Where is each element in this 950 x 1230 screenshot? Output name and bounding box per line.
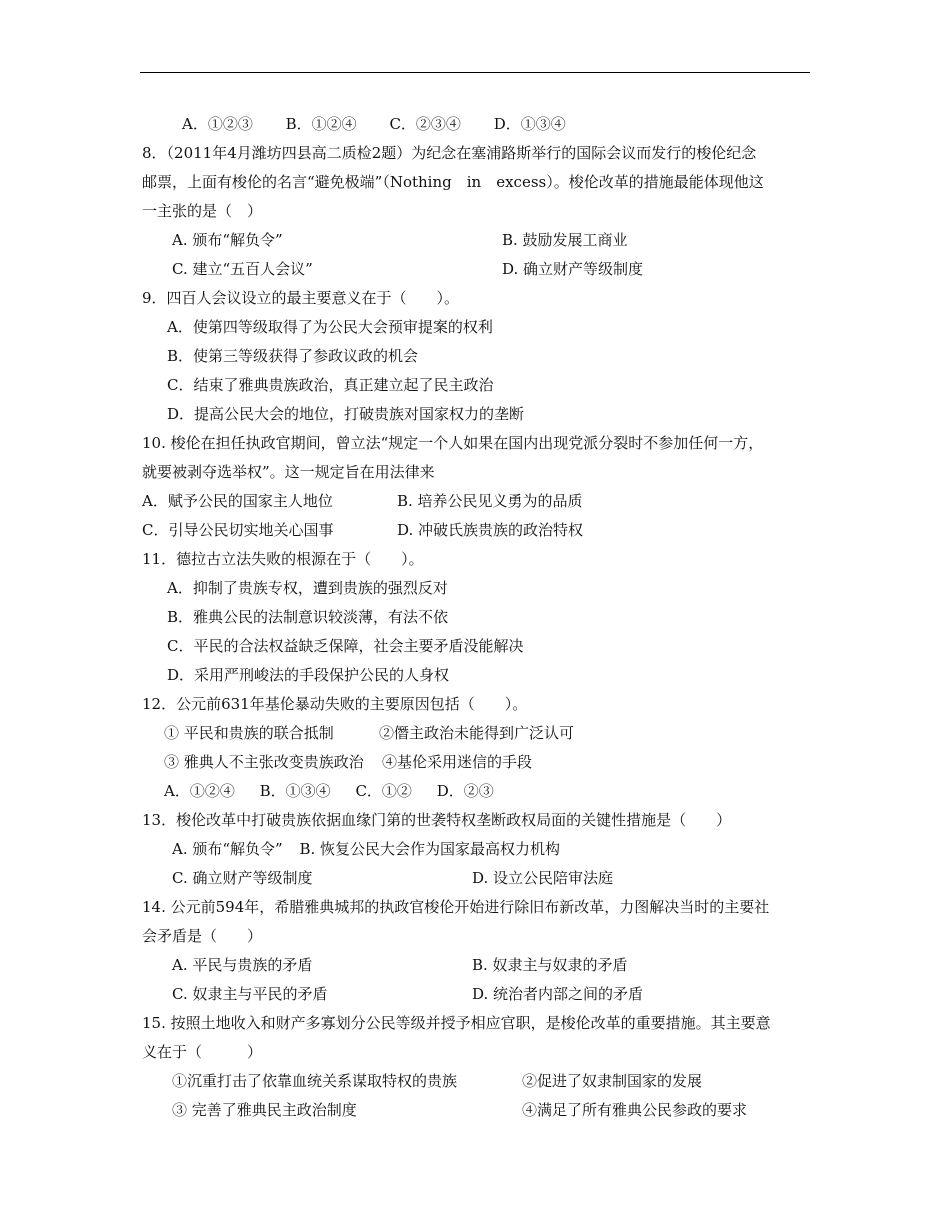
q12-options xyxy=(142,777,812,806)
q12-item-1: ① 平民和贵族的联合抵制 xyxy=(164,724,334,742)
q8-option-c[interactable]: C. 建立“五百人会议” xyxy=(172,260,313,278)
q9-option-a[interactable]: A．使第四等级取得了为公民大会预审提案的权利 xyxy=(167,318,493,336)
q14-stem-line-2: 会矛盾是（ ） xyxy=(142,927,263,945)
q12-item-3: ③ 雅典人不主张改变贵族政治 xyxy=(164,753,364,771)
q12-option-c[interactable]: C．①② xyxy=(355,782,412,800)
q9-option-b[interactable]: B．使第三等级获得了参政议政的机会 xyxy=(167,347,419,365)
q14-options-row-2 xyxy=(142,980,812,1009)
q8-options-row-2 xyxy=(142,255,812,284)
q7-option-b[interactable]: B．①②④ xyxy=(285,115,357,133)
q11-option-c[interactable]: C．平民的合法权益缺乏保障，社会主要矛盾没能解决 xyxy=(167,637,524,655)
q10-stem-line-1: 10. 梭伦在担任执政官期间，曾立法“规定一个人如果在国内出现党派分裂时不参加任何一方， xyxy=(142,434,764,452)
q9-option-c[interactable]: C．结束了雅典贵族政治，真正建立起了民主政治 xyxy=(167,376,494,394)
q8-option-a[interactable]: A. 颁布“解负令” xyxy=(172,231,283,249)
q15-item-2: ②促进了奴隶制国家的发展 xyxy=(522,1072,703,1090)
q8-options-row-1 xyxy=(142,226,812,255)
q11-option-b[interactable]: B．雅典公民的法制意识较淡薄，有法不依 xyxy=(167,608,449,626)
q12-option-b[interactable]: B．①③④ xyxy=(259,782,331,800)
q7-option-a[interactable]: A．①②③ xyxy=(182,115,253,133)
q14-option-b[interactable]: B. 奴隶主与奴隶的矛盾 xyxy=(472,956,628,974)
q10-option-b[interactable]: B. 培养公民见义勇为的品质 xyxy=(397,492,583,510)
q10-options-row-2 xyxy=(142,516,812,545)
q9-stem: 9．四百人会议设立的最主要意义在于（ ）。 xyxy=(142,289,460,307)
q15-items-row-1 xyxy=(142,1067,812,1096)
q8-stem-line-2: 邮票，上面有梭伦的名言“避免极端”（Nothing in excess）。梭伦改革的措施最能体现他这 xyxy=(142,173,764,191)
q14-options-row-1 xyxy=(142,951,812,980)
q12-option-d[interactable]: D．②③ xyxy=(436,782,494,800)
q13-options-row-1 xyxy=(142,835,812,864)
q12-item-2: ②僭主政治未能得到广泛认可 xyxy=(379,724,575,742)
q9-option-d[interactable]: D．提高公民大会的地位，打破贵族对国家权力的垄断 xyxy=(167,405,525,423)
q15-item-1: ①沉重打击了依靠血统关系谋取特权的贵族 xyxy=(172,1072,458,1090)
q7-option-c[interactable]: C．②③④ xyxy=(389,115,461,133)
q15-stem-line-1: 15. 按照土地收入和财产多寡划分公民等级并授予相应官职，是梭伦改革的重要措施。其主要意 xyxy=(142,1014,771,1032)
q11-option-d[interactable]: D．采用严刑峻法的手段保护公民的人身权 xyxy=(167,666,450,684)
q15-item-4: ④满足了所有雅典公民参政的要求 xyxy=(522,1101,748,1119)
q12-items-row-1 xyxy=(142,719,812,748)
header-rule xyxy=(140,72,810,73)
q10-option-a[interactable]: A．赋予公民的国家主人地位 xyxy=(142,492,333,510)
q13-option-d[interactable]: D. 设立公民陪审法庭 xyxy=(472,869,614,887)
q8-stem-line-3: 一主张的是（ ） xyxy=(142,202,263,220)
q10-stem-line-2: 就要被剥夺选举权”。这一规定旨在用法律来 xyxy=(142,463,435,481)
q12-option-a[interactable]: A．①②④ xyxy=(164,782,235,800)
q10-option-c[interactable]: C．引导公民切实地关心国事 xyxy=(142,521,334,539)
q14-option-a[interactable]: A. 平民与贵族的矛盾 xyxy=(172,956,313,974)
q7-options xyxy=(142,110,812,139)
q12-items-row-2 xyxy=(142,748,812,777)
q15-item-3: ③ 完善了雅典民主政治制度 xyxy=(172,1101,357,1119)
q11-stem: 11．德拉古立法失败的根源在于（ ）。 xyxy=(142,550,424,568)
q13-option-a[interactable]: A. 颁布“解负令” xyxy=(172,840,283,858)
q13-stem: 13．梭伦改革中打破贵族依据血缘门第的世袭特权垄断政权局面的关键性措施是（ ） xyxy=(142,811,732,829)
q15-items-row-2 xyxy=(142,1096,812,1125)
q12-item-4: ④基伦采用迷信的手段 xyxy=(382,753,533,771)
q13-options-row-2 xyxy=(142,864,812,893)
q14-option-c[interactable]: C. 奴隶主与平民的矛盾 xyxy=(172,985,328,1003)
question-sheet xyxy=(142,110,812,1125)
q8-option-b[interactable]: B. 鼓励发展工商业 xyxy=(502,231,628,249)
q14-stem-line-1: 14. 公元前594年，希腊雅典城邦的执政官梭伦开始进行除旧布新改革，力图解决当时的主要社 xyxy=(142,898,770,916)
q11-option-a[interactable]: A．抑制了贵族专权，遭到贵族的强烈反对 xyxy=(167,579,448,597)
q13-option-c[interactable]: C. 确立财产等级制度 xyxy=(172,869,313,887)
q10-option-d[interactable]: D. 冲破氏族贵族的政治特权 xyxy=(397,521,584,539)
q8-stem-line-1: 8．（2011年4月潍坊四县高二质检2题）为纪念在塞浦路斯举行的国际会议而发行的梭伦纪念 xyxy=(142,144,757,162)
q7-option-d[interactable]: D．①③④ xyxy=(493,115,566,133)
q13-option-b[interactable]: B. 恢复公民大会作为国家最高权力机构 xyxy=(299,840,561,858)
q15-stem-line-2: 义在于（ ） xyxy=(142,1043,263,1061)
q12-stem: 12．公元前631年基伦暴动失败的主要原因包括（ ）。 xyxy=(142,695,528,713)
q8-option-d[interactable]: D. 确立财产等级制度 xyxy=(502,260,644,278)
q10-options-row-1 xyxy=(142,487,812,516)
q14-option-d[interactable]: D. 统治者内部之间的矛盾 xyxy=(472,985,644,1003)
